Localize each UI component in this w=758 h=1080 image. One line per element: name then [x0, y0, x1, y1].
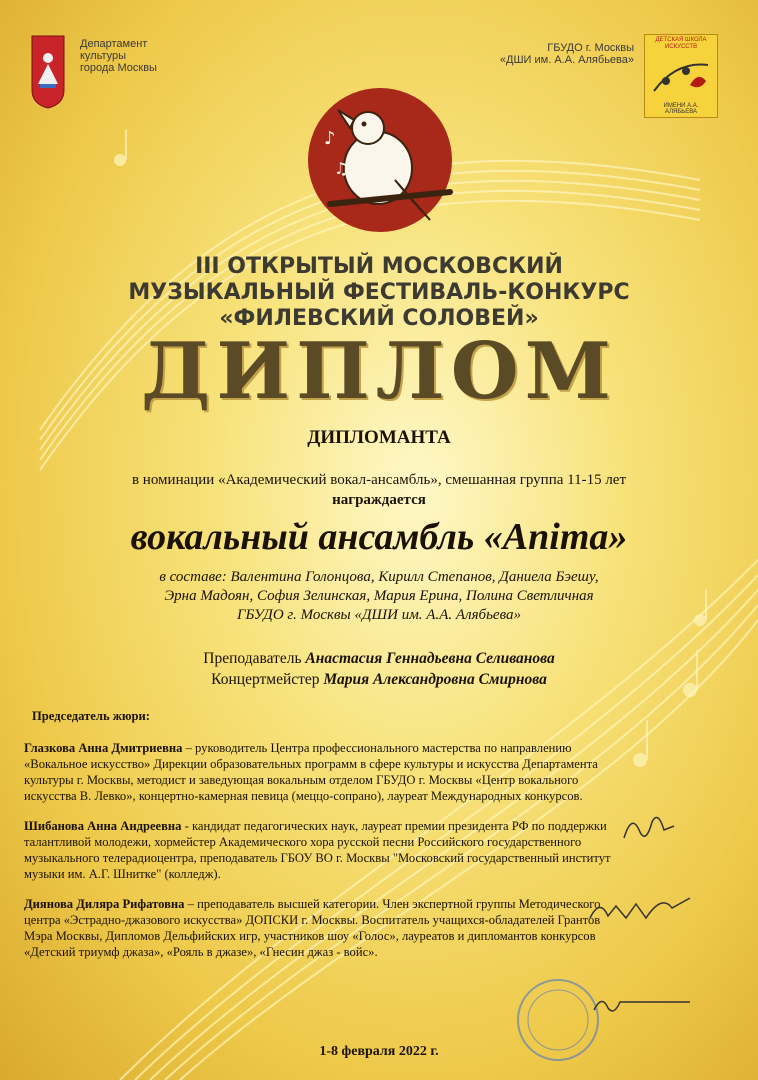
signature-1 — [618, 808, 678, 848]
teachers-block — [0, 648, 758, 690]
teacher-role: Преподаватель — [203, 650, 302, 667]
date: 1-8 февраля 2022 г. — [319, 1044, 439, 1059]
signature-3 — [590, 990, 700, 1020]
festival-line: III ОТКРЫТЫЙ МОСКОВСКИЙ — [195, 254, 563, 279]
svg-text:♪: ♪ — [324, 128, 336, 149]
department-line: города Москвы — [80, 62, 157, 74]
festival-line: МУЗЫКАЛЬНЫЙ ФЕСТИВАЛЬ-КОНКУРС — [128, 280, 630, 305]
jury-member-name: Диянова Диляра Рифатовна — [24, 897, 185, 911]
svg-text:♫: ♫ — [334, 159, 349, 178]
diploma-title: ДИПЛОМ — [141, 326, 617, 417]
members-line: Эрна Мадоян, София Зелинская, Мария Ерина, Полина Светличная — [164, 588, 594, 604]
nomination-block — [0, 470, 758, 510]
school-name — [500, 42, 634, 66]
jury-member-name: Шибанова Анна Андреевна — [24, 819, 182, 833]
diploma-subtitle: ДИПЛОМАНТА — [307, 427, 451, 448]
jury-member-bio: - кандидат педагогических наук, лауреат премии президента РФ по поддержки талантливой молодежи, хормейстер Академического хора русской песни Российского государственного музыкального телерадиоцентра, преподаватель ГБОУ ВО г. Москвы "Московский государственный институт музыки им. А.Г. Шнитке" (колледж). — [24, 819, 611, 881]
festival-line: «ФИЛЕВСКИЙ СОЛОВЕЙ» — [219, 306, 539, 331]
members-line: в составе: Валентина Голонцова, Кирилл Степанов, Даниела Бэешу, — [159, 569, 599, 585]
accompanist-name: Мария Александровна Смирнова — [323, 671, 547, 688]
school-header — [500, 34, 718, 118]
department-name — [80, 38, 157, 74]
school-logo — [644, 34, 718, 118]
school-line: «ДШИ им. А.А. Алябьева» — [499, 54, 634, 66]
school-logo-icon — [646, 51, 716, 101]
teacher-name: Анастасия Геннадьевна Селиванова — [305, 650, 555, 667]
members-list — [0, 568, 758, 625]
school-line: ГБУДО г. Москвы — [547, 42, 634, 54]
jury-member — [24, 740, 624, 804]
department-line: Департамент — [80, 38, 148, 50]
accompanist-role: Концертмейстер — [211, 671, 320, 688]
members-line: ГБУДО г. Москвы «ДШИ им. А.А. Алябьева» — [237, 607, 521, 623]
department-header — [30, 34, 157, 110]
jury-member — [24, 896, 624, 960]
festival-title — [0, 254, 758, 332]
moscow-coat-of-arms-icon — [30, 34, 66, 110]
school-logo-top-text: ДЕТСКАЯ ШКОЛА ИСКУССТВ — [655, 37, 707, 50]
nomination-text: в номинации «Академический вокал-ансамбль», смешанная группа 11-15 лет — [131, 472, 627, 488]
awarded-text: награждается — [332, 492, 426, 508]
ensemble-name: вокальный ансамбль «Anima» — [130, 516, 628, 558]
teacher-line — [0, 648, 758, 669]
jury-block — [24, 708, 624, 974]
nightingale-emblem — [300, 80, 460, 240]
department-line: культуры — [80, 50, 127, 62]
jury-member-bio: – преподаватель высшей категории. Член экспертной группы Методического центра «Эстрадно-джазового искусства» ДОПСКИ г. Москвы. Воспитатель учащихся-обладателей Грантов Мэра Москвы, Дипломов Дельфийских игр, участников шоу «Голос», лауреатов и дипломантов конкурсов «Детский триумф джаза», «Рояль в джазе», «Гнесин джаз - войс». — [24, 897, 601, 959]
jury-member-bio: – руководитель Центра профессионального мастерства по направлению «Вокальное искусство» Дирекции образовательных программ в сфере культуры и искусства Департамента культуры г. Москвы, методист и заведующая вокальным отделом ГБУДО г. Москвы «Центр вокального искусства В. Левко», концертно-камерная певица (меццо-сопрано), лауреат Международных конкурсов. — [24, 741, 598, 803]
jury-member — [24, 818, 624, 882]
accompanist-line — [0, 669, 758, 690]
jury-member-name: Глазкова Анна Дмитриевна — [24, 741, 183, 755]
school-logo-bottom-text: ИМЕНИ А.А. АЛЯБЬЕВА — [663, 103, 699, 115]
signature-2 — [586, 888, 696, 928]
jury-chair-label: Председатель жюри: — [32, 709, 150, 723]
